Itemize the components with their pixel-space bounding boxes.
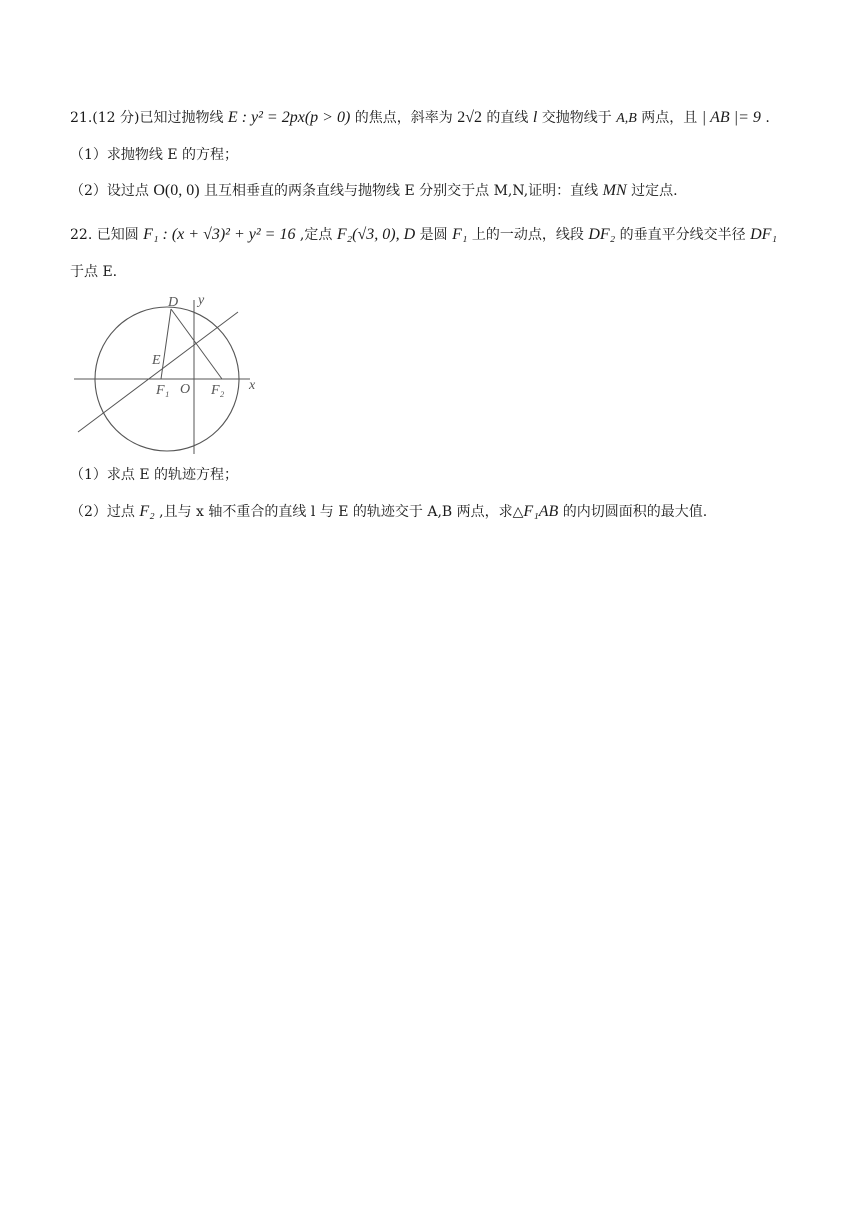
q21-E: E: [227, 109, 238, 126]
q22-statement-line-2: 于点 E.: [70, 264, 118, 280]
q22-part-1: （1）求点 E 的轨迹方程；: [70, 467, 239, 483]
q22-text-4: 上的一动点，线段: [467, 227, 589, 243]
q22-triangle: F₁AB: [523, 503, 559, 520]
label-O: O: [180, 382, 191, 397]
q21-MN: MN: [602, 182, 627, 199]
q22-part2-F2: F₂: [139, 503, 155, 520]
q21-part-2: [70, 181, 678, 201]
q21-text-4: 交抛物线于: [537, 110, 617, 126]
label-F1: F₁: [156, 383, 170, 398]
q22-DF2: DF₂: [588, 226, 616, 243]
q21-statement: [70, 108, 770, 129]
q22-part2-text-a: （2）过点: [70, 504, 140, 520]
q22-text-5: 的垂直平分线交半径: [615, 227, 751, 243]
q21-text-6: .: [760, 110, 770, 126]
q22-part2-text-b: ,且与 x 轴不重合的直线 l 与 E 的轨迹交于 A,B 两点，求△: [154, 504, 524, 520]
q21-points-AB: A,B: [616, 111, 637, 126]
q21-score: (12 分): [92, 110, 140, 126]
q22-text-1: 已知圆: [92, 227, 144, 243]
q21-text-3: 的直线: [481, 110, 533, 126]
q21-length: | AB |= 9: [701, 109, 761, 126]
q22-figure: [70, 292, 270, 457]
q21-parabola-equation: : y² = 2px(p > 0): [237, 109, 351, 126]
perpendicular-bisector: [78, 312, 238, 432]
q22-circle-equation: F₁ : (x + √3)² + y² = 16: [143, 226, 296, 243]
label-E: E: [152, 353, 161, 368]
q21-text-1: 已知过抛物线: [139, 110, 228, 126]
q21-part2-text-a: （2）设过点: [70, 183, 154, 199]
q21-part2-text-b: 且互相垂直的两条直线与抛物线 E 分别交于点 M,N,证明：直线: [199, 183, 603, 199]
q22-text-2: ,定点: [295, 227, 337, 243]
q21-slope: 2√2: [457, 109, 482, 126]
q21-origin: O(0, 0): [153, 182, 200, 199]
q21-text-2: 的焦点，斜率为: [350, 110, 458, 126]
label-x: x: [249, 378, 256, 393]
q22-DF1: DF₁: [750, 226, 777, 243]
q22-statement: [70, 225, 777, 245]
q22-F2-point: F₂(√3, 0), D: [336, 226, 416, 243]
segment-DF1: [161, 309, 171, 379]
q22-F1: F₁: [452, 226, 468, 243]
segment-DF2: [171, 309, 222, 379]
q22-text-3: 是圆: [415, 227, 453, 243]
q21-part-1: （1）求抛物线 E 的方程；: [70, 147, 239, 163]
q22-number: 22.: [70, 227, 93, 243]
q21-text-5: 两点，且: [636, 110, 702, 126]
q21-number: 21.: [70, 110, 93, 126]
label-F2: F₂: [211, 383, 225, 398]
label-y: y: [198, 293, 205, 308]
q21-part2-text-c: 过定点.: [626, 183, 678, 199]
q21-line-l: l: [532, 109, 538, 126]
q22-part2-text-c: 的内切圆面积的最大值.: [558, 504, 708, 520]
label-D: D: [168, 295, 179, 310]
q22-part-2: [70, 502, 707, 522]
